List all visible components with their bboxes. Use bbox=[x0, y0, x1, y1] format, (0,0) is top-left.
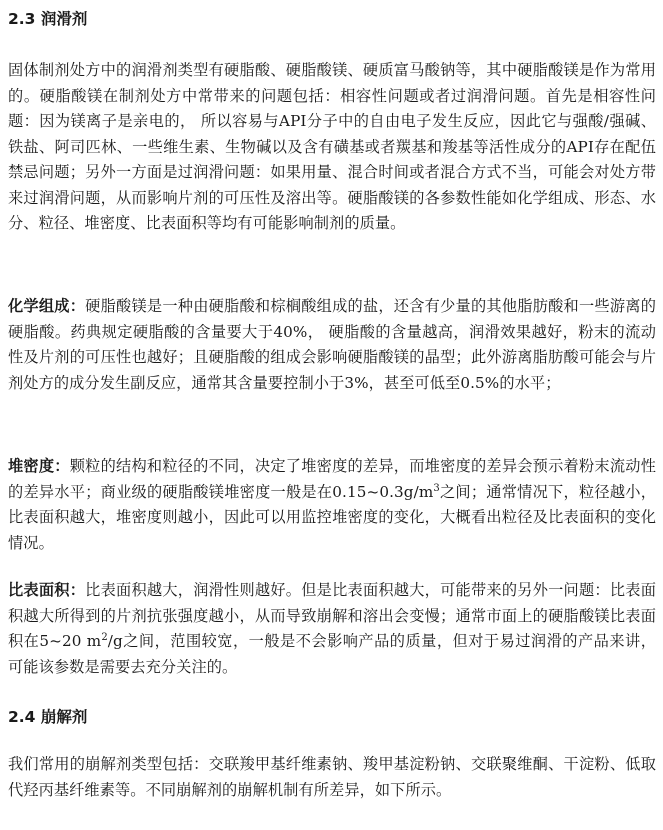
specific-surface-area-text-before: 比表面积越大，润滑性则越好。但是比表面积越大，可能带来的另外一问题：比表面积越大所得到的片剂抗张强度越小，从而导致崩解和溶出会变慢；通常市面上的硬脂酸镁比表面积在5~20 m bbox=[8, 581, 657, 650]
specific-surface-area-superscript: 2 bbox=[101, 631, 108, 643]
bulk-density-paragraph bbox=[8, 454, 656, 556]
specific-surface-area-term: 比表面积： bbox=[8, 581, 86, 599]
lubricant-intro-paragraph: 固体制剂处方中的润滑剂类型有硬脂酸、硬脂酸镁、硬质富马酸钠等，其中硬脂酸镁是作为常用的。硬脂酸镁在制剂处方中常带来的问题包括：相容性问题或者过润滑问题。首先是相容性问题：因为镁离子是亲电的， 所以容易与API分子中的自由电子发生反应，因此它与强酸/强碱、铁盐、阿司匹林、一些维生素、生物碱以及含有磺基或者羰基和羧基等活性成分的API存在配伍禁忌问题；另外一方面是过润滑问题：如果用量、混合时间或者混合方式不当，可能会对处方带来过润滑问题，从而影响片剂的可压性及溶出等。硬脂酸镁的各参数性能如化学组成、形态、水分、粒径、堆密度、比表面积等均有可能影响制剂的质量。 bbox=[8, 61, 656, 232]
specific-surface-area-text-after: /g之间，范围较宽，一般是不会影响产品的质量，但对于易过润滑的产品来讲，可能该参数是需要去充分关注的。 bbox=[8, 632, 656, 676]
bulk-density-text-before: 颗粒的结构和粒径的不同，决定了堆密度的差异，而堆密度的差异会预示着粉末流动性的差异水平；商业级的硬脂酸镁堆密度一般是在0.15~0.3g/m bbox=[8, 457, 656, 501]
disintegrant-intro-paragraph: 我们常用的崩解剂类型包括：交联羧甲基纤维素钠、羧甲基淀粉钠、交联聚维酮、干淀粉、低取代羟丙基纤维素等。不同崩解剂的崩解机制有所差异，如下所示。 bbox=[8, 755, 656, 799]
section-heading-disintegrant: 2.4 崩解剂 bbox=[8, 708, 88, 726]
section-heading-lubricant: 2.3 润滑剂 bbox=[8, 10, 88, 28]
bulk-density-term: 堆密度： bbox=[8, 457, 70, 475]
specific-surface-area-paragraph bbox=[8, 578, 656, 680]
bulk-density-superscript: 3 bbox=[433, 482, 440, 494]
bulk-density-text-after: 之间；通常情况下，粒径越小，比表面积越大，堆密度则越小，因此可以用监控堆密度的变化，大概看出粒径及比表面积的变化情况。 bbox=[8, 482, 656, 552]
chemical-composition-paragraph bbox=[8, 294, 656, 396]
chemical-composition-term: 化学组成： bbox=[8, 297, 86, 315]
chemical-composition-text: 硬脂酸镁是一种由硬脂酸和棕榈酸组成的盐，还含有少量的其他脂肪酸和一些游离的硬脂酸。药典规定硬脂酸的含量要大于40%， 硬脂酸的含量越高，润滑效果越好，粉末的流动性及片剂的可压性也越好；且硬脂酸的组成会影响硬脂酸镁的晶型；此外游离脂肪酸可能会与片剂处方的成分发生副反应，通常其含量要控制小于3%，甚至可低至0.5%的水平； bbox=[8, 297, 657, 392]
